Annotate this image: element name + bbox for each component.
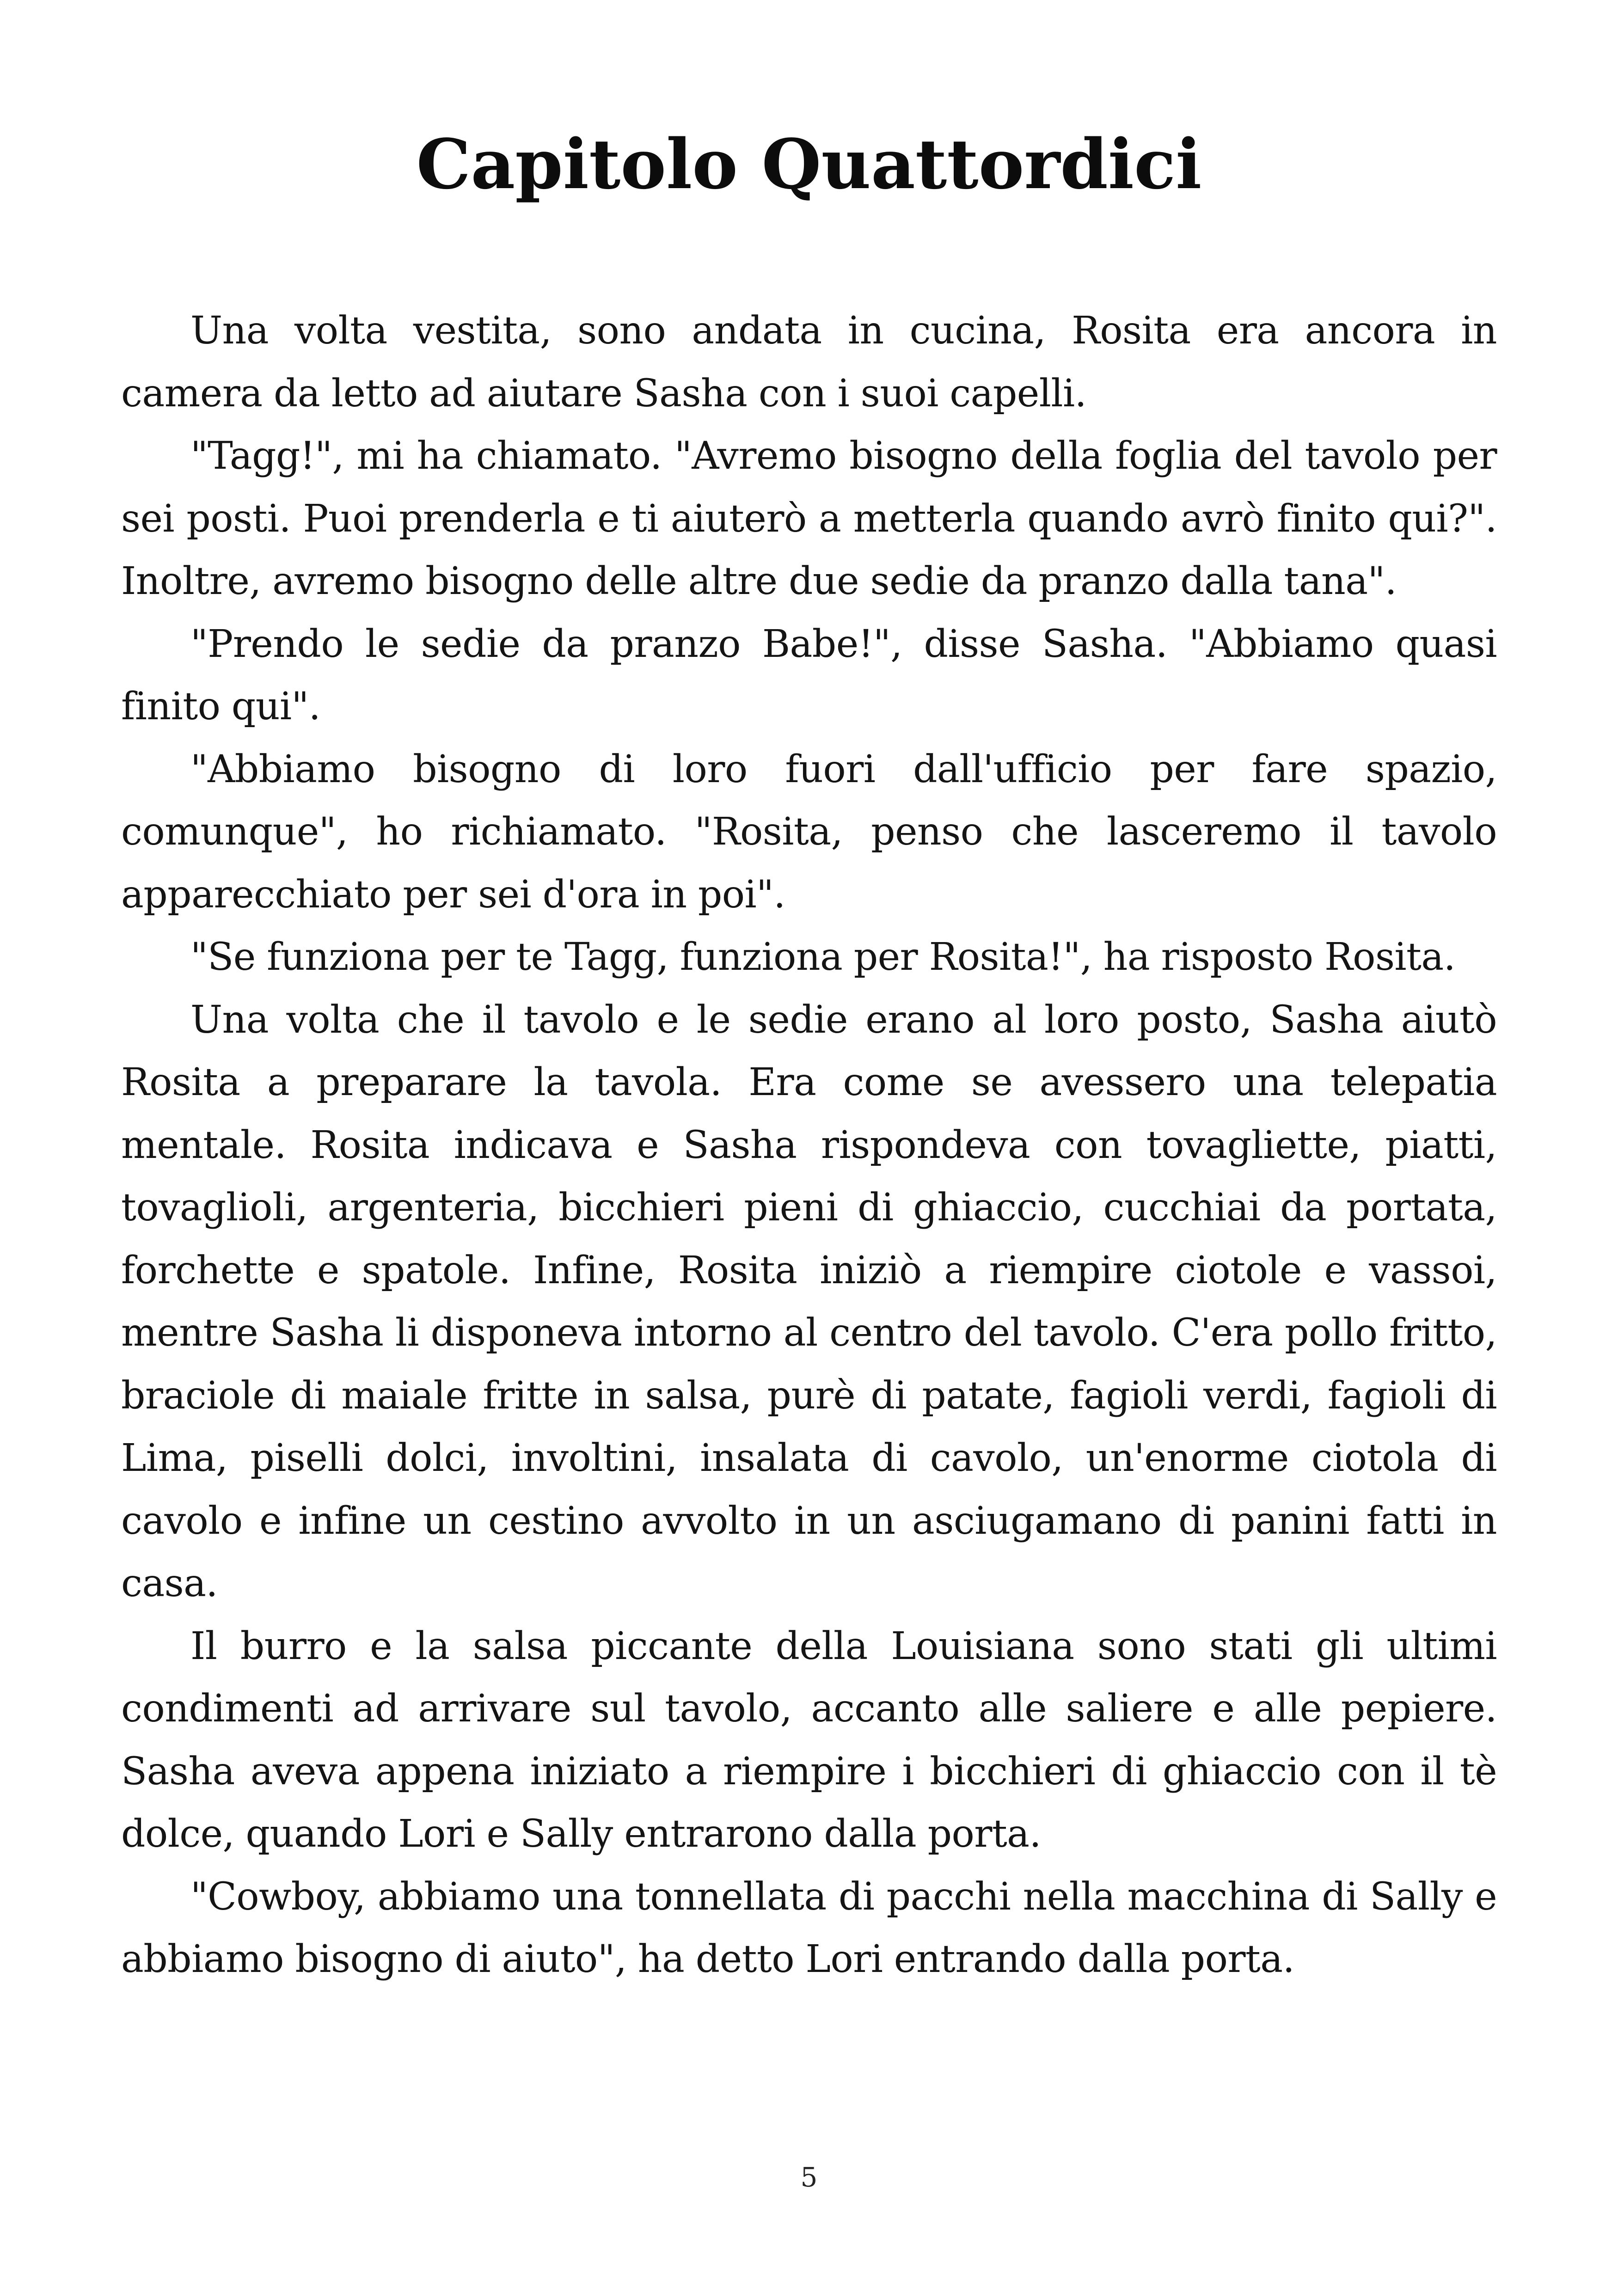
chapter-title: Capitolo Quattordici bbox=[416, 124, 1202, 204]
paragraph: "Tagg!", mi ha chiamato. "Avremo bisogno della foglia del tavolo per sei posti. Puoi prenderla e ti aiuterò a metterla quando avrò finito qui?". Inoltre, avremo bisogno delle altre due sedie da pranzo dalla tana". bbox=[121, 434, 1497, 603]
paragraph: "Se funziona per te Tagg, funziona per Rosita!", ha risposto Rosita. bbox=[190, 935, 1456, 979]
chapter-body bbox=[121, 300, 1497, 1991]
page-number: 5 bbox=[800, 2161, 818, 2193]
paragraph: Il burro e la salsa piccante della Louisiana sono stati gli ultimi condimenti ad arrivare sul tavolo, accanto alle saliere e alle pepiere. Sasha aveva appena iniziato a riempire i bicchieri di ghiaccio con il tè dolce, quando Lori e Sally entrarono dalla porta. bbox=[121, 1624, 1497, 1856]
paragraph: Una volta vestita, sono andata in cucina, Rosita era ancora in camera da letto ad aiutare Sasha con i suoi capelli. bbox=[121, 309, 1497, 416]
paragraph: "Prendo le sedie da pranzo Babe!", disse Sasha. "Abbiamo quasi finito qui". bbox=[121, 622, 1497, 729]
paragraph: "Abbiamo bisogno di loro fuori dall'ufficio per fare spazio, comunque", ho richiamato. "Rosita, penso che lasceremo il tavolo apparecchiato per sei d'ora in poi". bbox=[121, 747, 1497, 917]
paragraph: "Cowboy, abbiamo una tonnellata di pacchi nella macchina di Sally e abbiamo bisogno di aiuto", ha detto Lori entrando dalla porta. bbox=[121, 1874, 1497, 1981]
paragraph: Una volta che il tavolo e le sedie erano al loro posto, Sasha aiutò Rosita a preparare la tavola. Era come se avessero una telepatia mentale. Rosita indicava e Sasha rispondeva con tovagliette, piatti, tovaglioli, argenteria, bicchieri pieni di ghiaccio, cucchiai da portata, forchette e spatole. Infine, Rosita iniziò a riempire ciotole e vassoi, mentre Sasha li disponeva intorno al centro del tavolo. C'era pollo fritto, braciole di maiale fritte in salsa, purè di patate, fagioli verdi, fagioli di Lima, piselli dolci, involtini, insalata di cavolo, un'enorme ciotola di cavolo e infine un cestino avvolto in un asciugamano di panini fatti in casa. bbox=[121, 998, 1497, 1605]
